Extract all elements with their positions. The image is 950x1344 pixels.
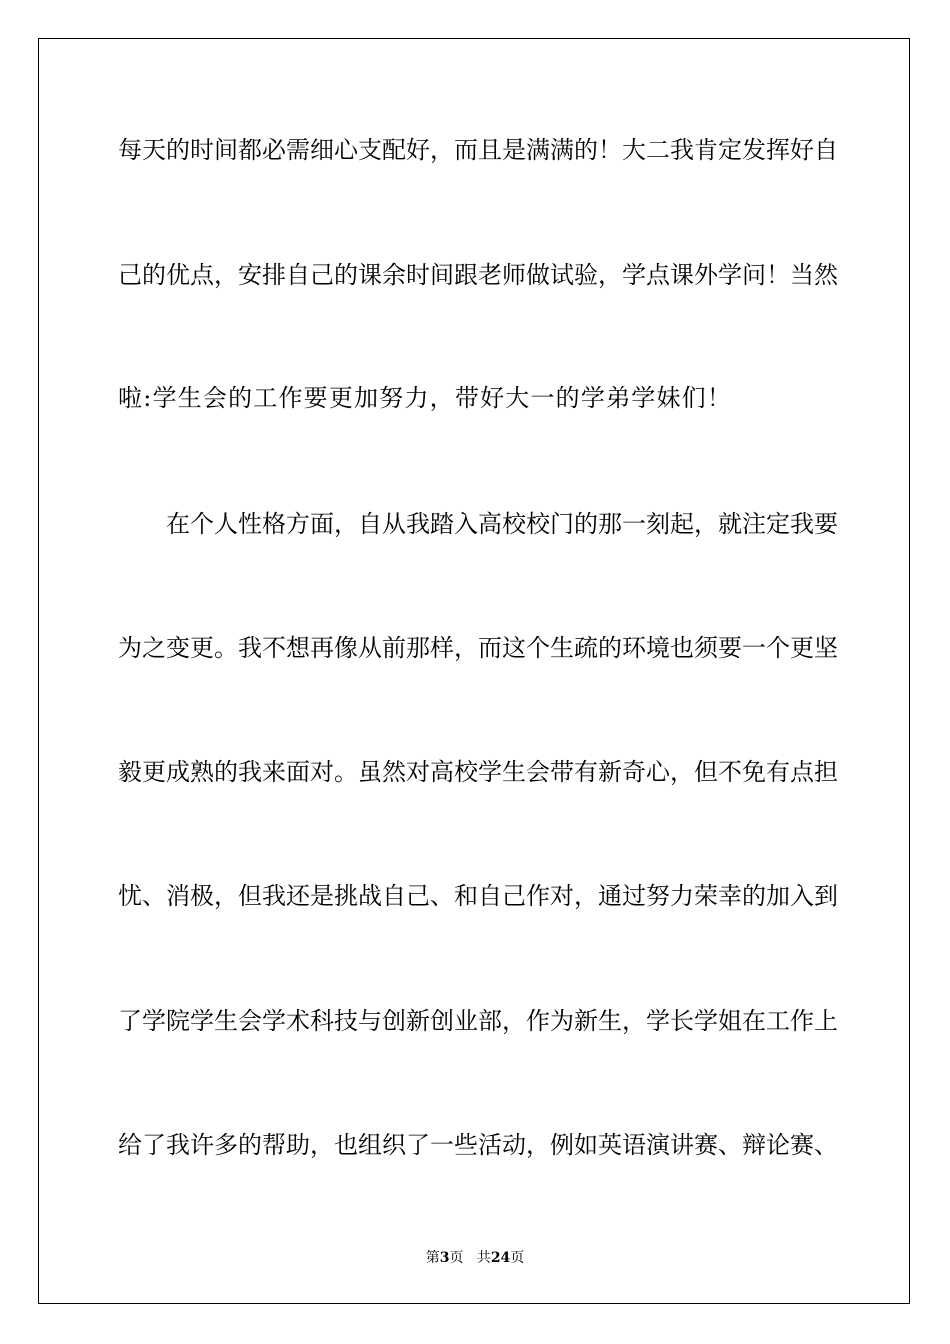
text-line: 忧、消极，但我还是挑战自己、和自己作对，通过努力荣幸的加入到 xyxy=(118,882,838,910)
page-border xyxy=(38,38,910,1304)
page-footer xyxy=(0,1248,950,1268)
current-page-number: 3 xyxy=(439,1250,450,1266)
total-suffix: 页 xyxy=(510,1250,525,1266)
text-line: 毅更成熟的我来面对。虽然对高校学生会带有新奇心，但不免有点担 xyxy=(118,758,838,786)
text-line: 为之变更。我不想再像从前那样，而这个生疏的环境也须要一个更坚 xyxy=(118,634,838,662)
total-pages-number: 24 xyxy=(490,1250,511,1266)
page-prefix: 第 xyxy=(425,1250,440,1266)
text-line: 啦:学生会的工作要更加努力，带好大一的学弟学妹们！ xyxy=(118,384,733,412)
text-line: 在个人性格方面，自从我踏入高校校门的那一刻起，就注定我要 xyxy=(166,510,838,538)
text-line: 每天的时间都必需细心支配好，而且是满满的！大二我肯定发挥好自 xyxy=(118,136,838,164)
total-prefix: 共 xyxy=(476,1250,491,1266)
text-line: 了学院学生会学术科技与创新创业部，作为新生，学长学姐在工作上 xyxy=(118,1007,838,1035)
text-line: 己的优点，安排自己的课余时间跟老师做试验，学点课外学问！当然 xyxy=(118,261,838,289)
text-line: 给了我许多的帮助，也组织了一些活动，例如英语演讲赛、辩论赛、 xyxy=(118,1131,838,1159)
page-suffix: 页 xyxy=(449,1250,464,1266)
